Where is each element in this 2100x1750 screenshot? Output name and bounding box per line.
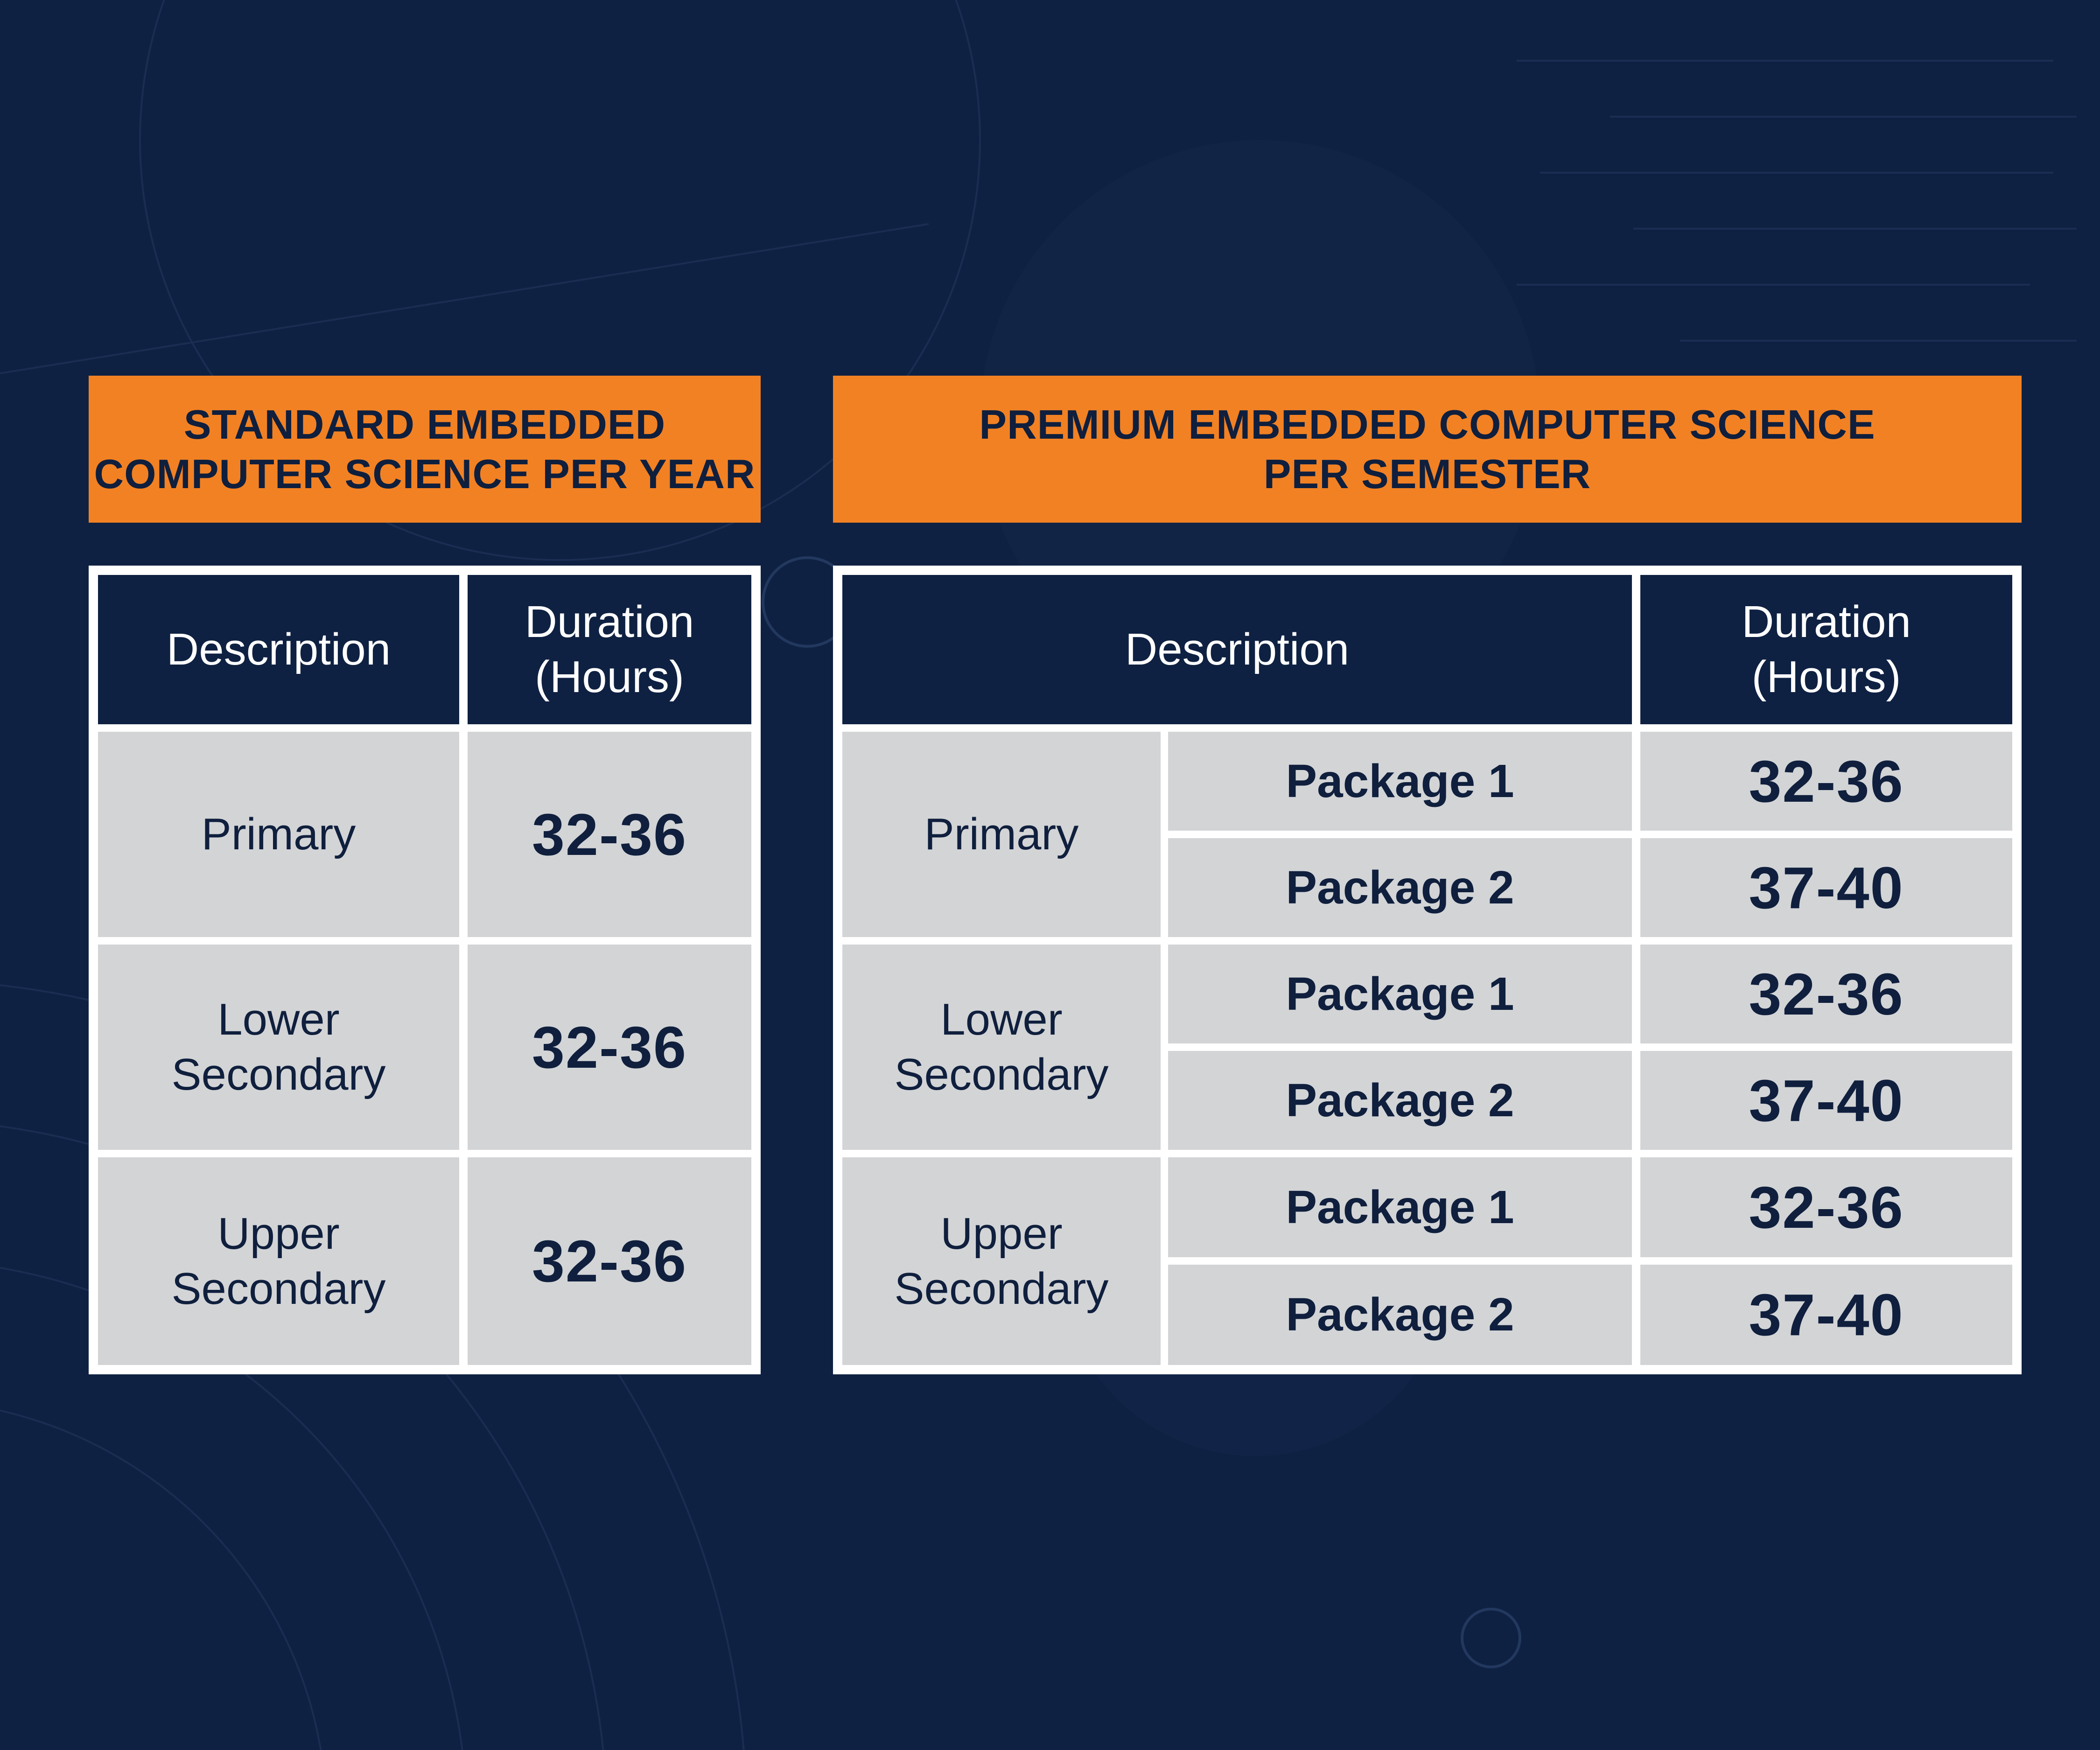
package-label: Package 1: [1168, 732, 1632, 831]
row-label-lower-secondary: Lower Secondary: [98, 945, 459, 1150]
duration-value: 32-36: [468, 1157, 751, 1365]
column-header-description: Description: [98, 575, 459, 724]
duration-value: 32-36: [468, 945, 751, 1150]
duration-value: 32-36: [1640, 945, 2012, 1043]
package-label: Package 1: [1168, 945, 1632, 1043]
row-label-primary: Primary: [98, 732, 459, 937]
row-label-primary: Primary: [842, 732, 1161, 937]
package-label: Package 2: [1168, 1051, 1632, 1150]
package-label: Package 1: [1168, 1157, 1632, 1257]
column-header-duration: Duration (Hours): [468, 575, 751, 724]
duration-value: 37-40: [1640, 838, 2012, 937]
package-label: Package 2: [1168, 1265, 1632, 1365]
column-header-duration: Duration (Hours): [1640, 575, 2012, 724]
duration-value: 37-40: [1640, 1265, 2012, 1365]
row-label-upper-secondary: Upper Secondary: [842, 1157, 1161, 1365]
column-header-description: Description: [842, 575, 1632, 724]
row-label-lower-secondary: Lower Secondary: [842, 945, 1161, 1150]
premium-title-banner: PREMIUM EMBEDDED COMPUTER SCIENCE PER SEMESTER: [833, 376, 2022, 523]
row-label-upper-secondary: Upper Secondary: [98, 1157, 459, 1365]
duration-value: 32-36: [1640, 732, 2012, 831]
duration-value: 37-40: [1640, 1051, 2012, 1150]
standard-table: [89, 566, 761, 1374]
duration-value: 32-36: [1640, 1157, 2012, 1257]
duration-value: 32-36: [468, 732, 751, 937]
package-label: Package 2: [1168, 838, 1632, 937]
standard-title-banner: STANDARD EMBEDDED COMPUTER SCIENCE PER YEAR: [89, 376, 761, 523]
premium-table: [833, 566, 2022, 1374]
